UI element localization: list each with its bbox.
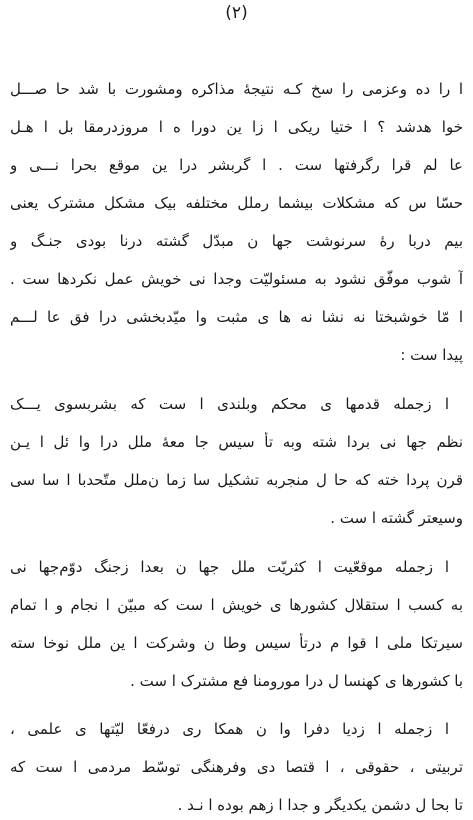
text-line-1: ا را ده وعزمی را سخ کـه نتیجهٔ مذاکره ومشورت با شد حا صـــل [10, 80, 463, 98]
text-line-8: پیدا ست : [400, 346, 463, 364]
text-line-17: ا زجمله ا زدیا دفرا وا ن همکا ری درفعّا لیّتها ی علمی ، [10, 720, 449, 738]
text-line-10: نظم جها نی بردا شته وبه تأ سیس جا معهٔ ملل درا وا ئل ا یـن [10, 433, 463, 451]
text-line-13: ا زجمله موقعّیت ا کثریّت ملل جها ن بعدا زجنگ دوّم‌جها نی [10, 558, 449, 576]
text-line-15: سیرتکا ملی ا قوا م درتأ سیس وطا ن وشرکت ا ین ملل نوخا سته [10, 634, 463, 652]
text-line-11: قرن پردا خته که حا ل منجربه تشکیل سا زما ن‌ملل متّحدبا ا سا سی [10, 471, 463, 489]
text-line-5: بیم دربا رهٔ سرنوشت جها ن مبدّل گشته درنا بودی جنـگ و [10, 232, 463, 250]
text-line-14: به کسب ا ستقلال کشورها ی خویش ا ست که مبیّن ا نجام و ا تمام [10, 596, 463, 614]
text-line-7: ا مّا خوشبختا نه نشا نه ها ی مثبت وا میّدبخشی درا فق عا لـــم [10, 308, 463, 326]
text-line-3: عا لم قرا رگرفتها ست . ا گربشر درا ین موقع بحرا نـــی و [10, 156, 463, 174]
text-line-12: وسیعتر گشته ا ست . [330, 509, 463, 527]
text-line-9: ا زجمله قدمها ی محکم وبلندی ا ست که بشربسوی یـــک [10, 395, 449, 413]
page-number: (۲) [225, 3, 248, 23]
text-line-19: تا بحا ل دشمن یکدیگر و جدا ا زهم بوده ا نـد . [177, 796, 463, 814]
text-line-18: تربیتی ، حقوقی ، ا قتصا دی وفرهنگی توسّط مردمی ا ست که [10, 758, 463, 776]
text-line-4: حسّا س که مشکلات بیشما رملل مختلفه بیک مشکل مشترک یعنی [10, 194, 463, 212]
text-line-2: خوا هدشد ؟ ا ختیا ریکی ا زا ین دورا ه ا مروزدرمقا بل ا هـل [10, 118, 463, 136]
text-line-6: آ شوب موفّق نشود به مسئولیّت وجدا نی خویش عمل نکردها ست . [10, 270, 463, 288]
text-line-16: با کشورها ی کهنسا ل درا مورومنا فع مشترک ا ست . [130, 672, 463, 690]
